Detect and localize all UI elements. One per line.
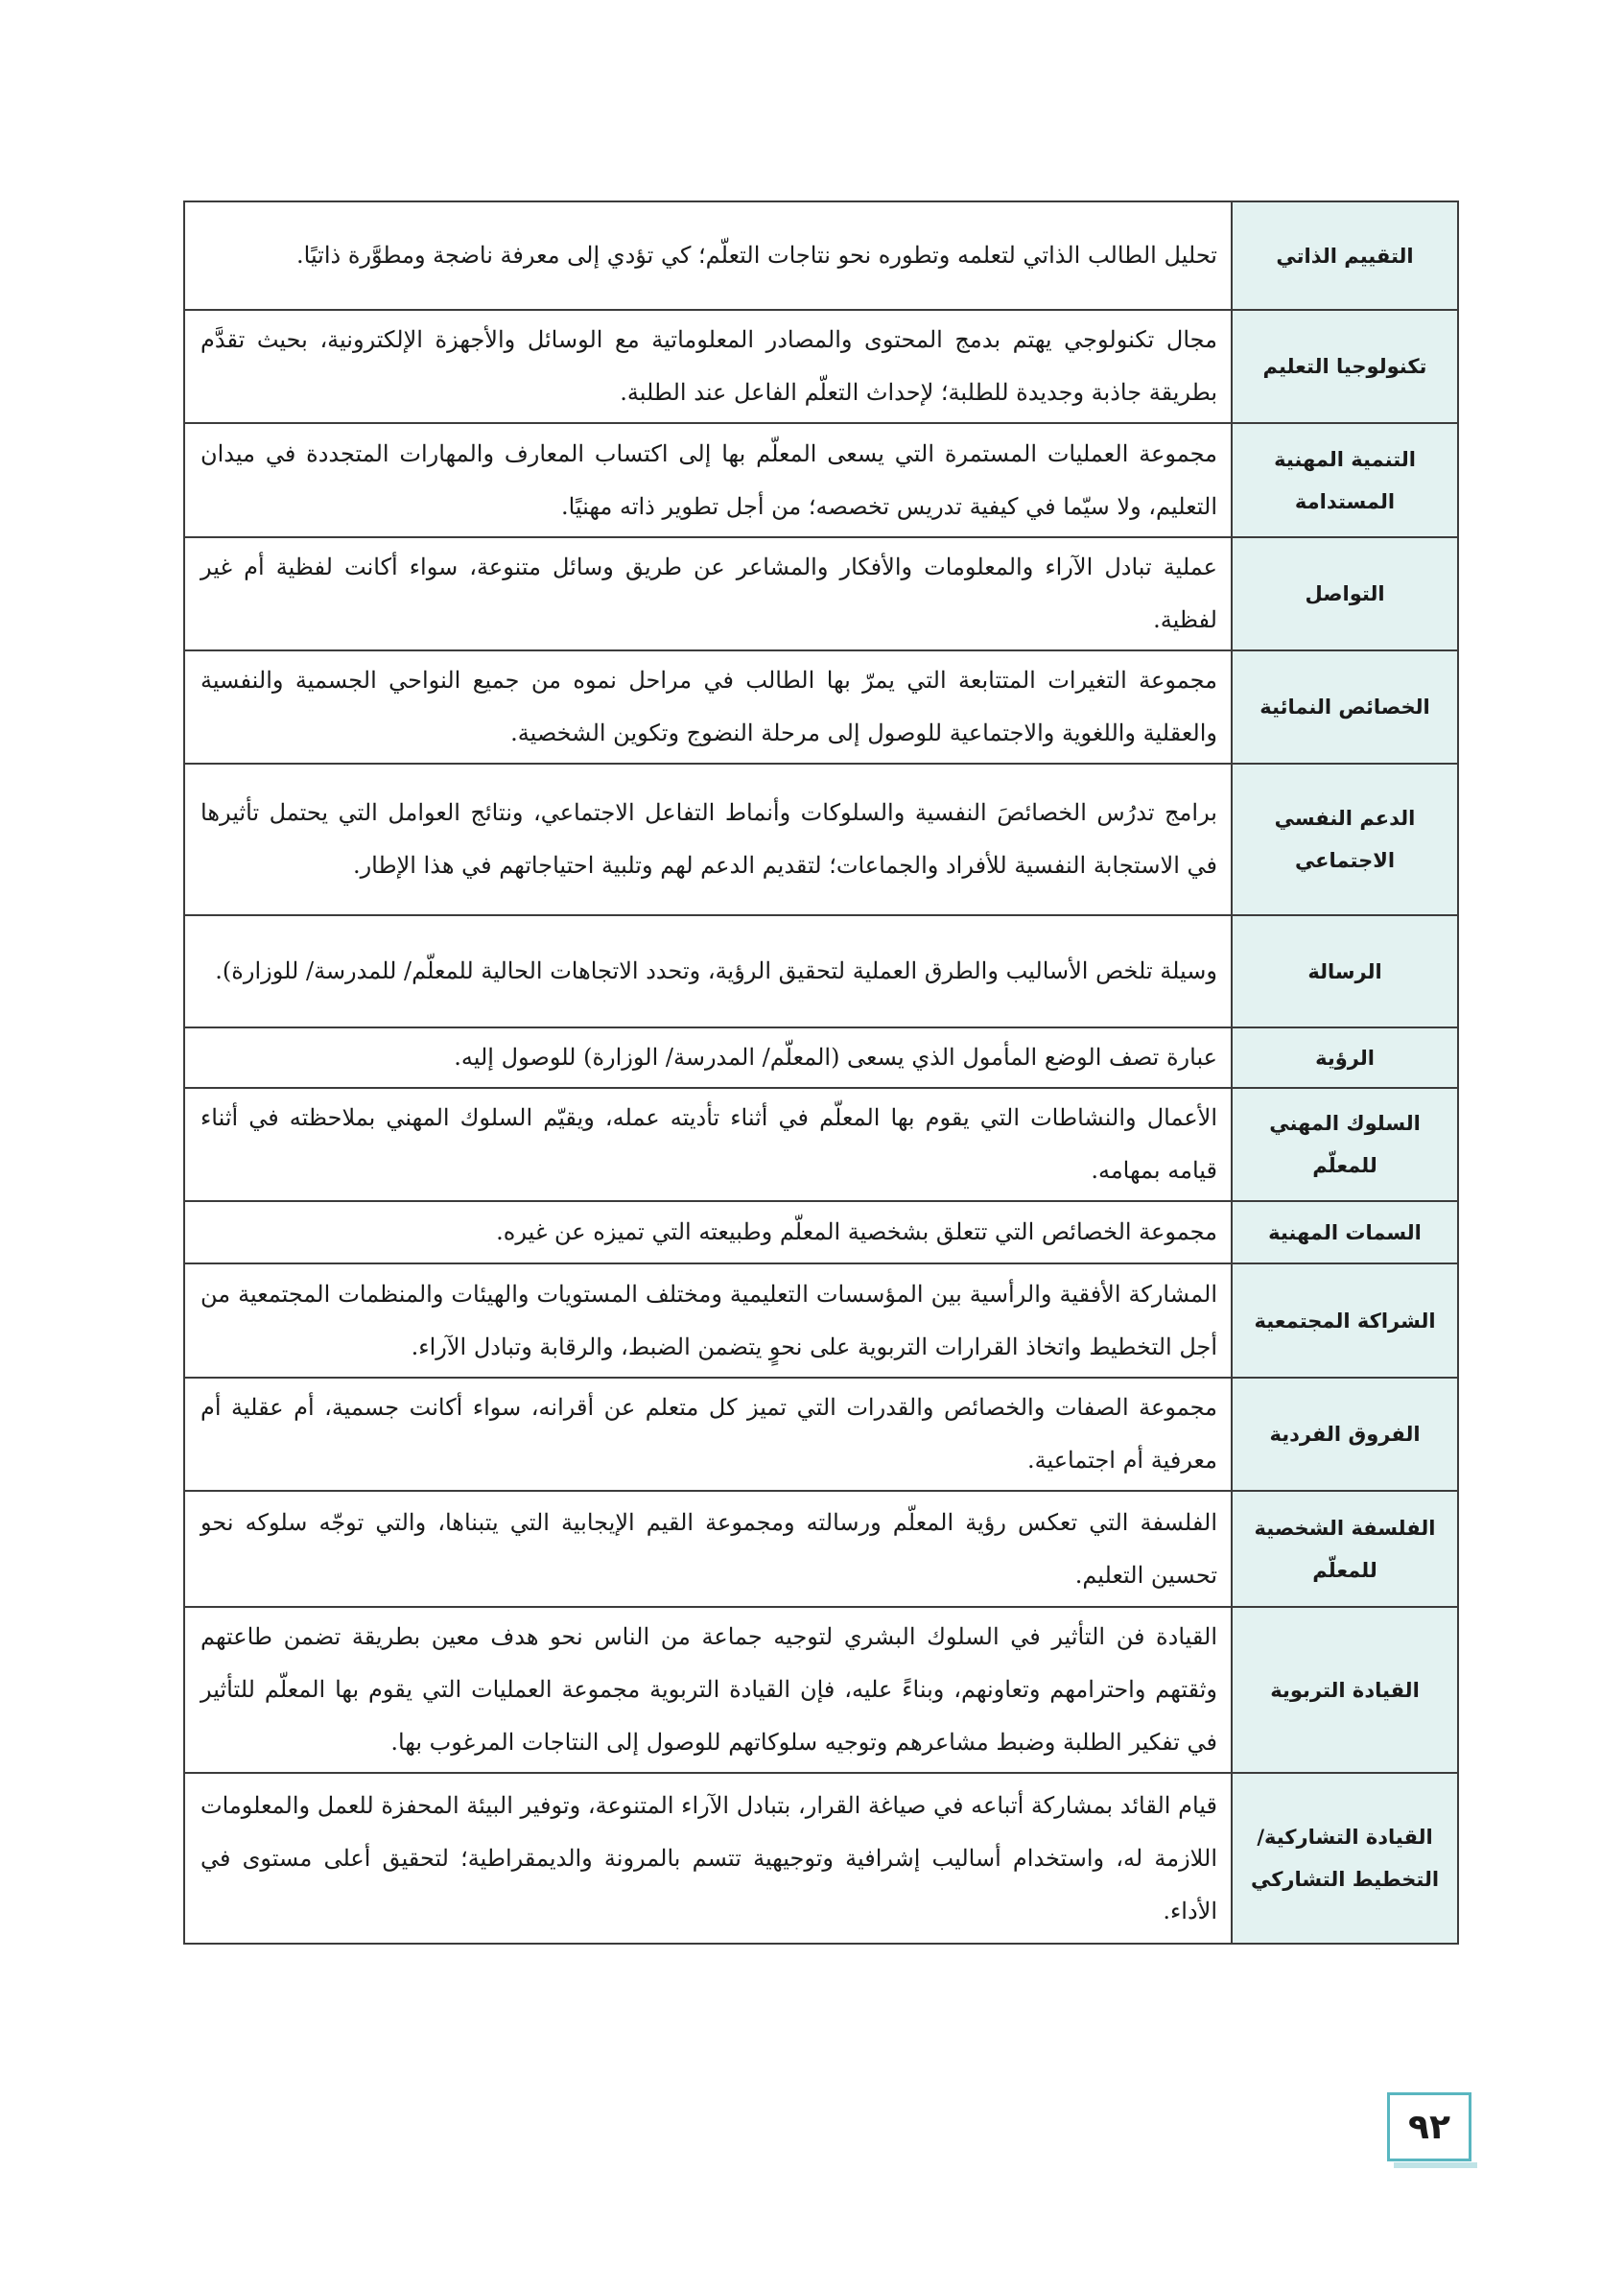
term-cell: الفروق الفردية <box>1232 1378 1458 1491</box>
term-cell: التقييم الذاتي <box>1232 201 1458 310</box>
page-number-box <box>1387 2092 1471 2161</box>
table-row <box>184 1491 1458 1607</box>
term-cell: الرسالة <box>1232 915 1458 1027</box>
definition-cell: المشاركة الأفقية والرأسية بين المؤسسات التعليمية ومختلف المستويات والهيئات والمنظمات المجتمعية من أجل التخطيط واتخاذ القرارات التربوية على نحوٍ يتضمن الضبط، والرقابة وتبادل الآراء. <box>184 1263 1232 1378</box>
definition-cell: مجموعة الخصائص التي تتعلق بشخصية المعلّم وطبيعته التي تميزه عن غيره. <box>184 1201 1232 1263</box>
term-cell: السمات المهنية <box>1232 1201 1458 1263</box>
definition-cell: مجموعة الصفات والخصائص والقدرات التي تميز كل متعلم عن أقرانه، سواء أكانت جسمية، أم عقلية أم معرفية أم اجتماعية. <box>184 1378 1232 1491</box>
table-row <box>184 1773 1458 1944</box>
term-cell: تكنولوجيا التعليم <box>1232 310 1458 423</box>
term-cell: التواصل <box>1232 537 1458 650</box>
term-cell: القيادة التربوية <box>1232 1607 1458 1773</box>
term-cell: الفلسفة الشخصية للمعلّم <box>1232 1491 1458 1607</box>
table-row <box>184 1263 1458 1378</box>
term-cell: التنمية المهنية المستدامة <box>1232 423 1458 537</box>
table-row <box>184 1607 1458 1773</box>
definition-cell: مجال تكنولوجي يهتم بدمج المحتوى والمصادر المعلوماتية مع الوسائل والأجهزة الإلكترونية، بحيث تقدَّم بطريقة جاذبة وجديدة للطلبة؛ لإحداث التعلّم الفاعل عند الطلبة. <box>184 310 1232 423</box>
definition-cell: مجموعة العمليات المستمرة التي يسعى المعلّم بها إلى اكتساب المعارف والمهارات المتجددة في ميدان التعليم، ولا سيّما في كيفية تدريس تخصصه؛ من أجل تطوير ذاته مهنيًا. <box>184 423 1232 537</box>
term-cell: الشراكة المجتمعية <box>1232 1263 1458 1378</box>
term-cell: الدعم النفسي الاجتماعي <box>1232 764 1458 915</box>
table-row <box>184 1088 1458 1201</box>
definition-cell: تحليل الطالب الذاتي لتعلمه وتطوره نحو نتاجات التعلّم؛ كي تؤدي إلى معرفة ناضجة ومطوَّرة ذاتيًا. <box>184 201 1232 310</box>
table-row <box>184 650 1458 764</box>
term-cell: الرؤية <box>1232 1027 1458 1088</box>
term-cell: السلوك المهني للمعلّم <box>1232 1088 1458 1201</box>
definition-cell: قيام القائد بمشاركة أتباعه في صياغة القرار، بتبادل الآراء المتنوعة، وتوفير البيئة المحفزة للعمل والمعلومات اللازمة له، واستخدام أساليب إشرافية وتوجيهية تتسم بالمرونة والديمقراطية؛ لتحقيق أعلى مستوى في الأداء. <box>184 1773 1232 1944</box>
table-row <box>184 423 1458 537</box>
table-row <box>184 1378 1458 1491</box>
definition-cell: برامج تدرُس الخصائصَ النفسية والسلوكات وأنماط التفاعل الاجتماعي، ونتائج العوامل التي يحتمل تأثيرها في الاستجابة النفسية للأفراد والجماعات؛ لتقديم الدعم لهم وتلبية احتياجاتهم في هذا الإطار. <box>184 764 1232 915</box>
term-cell: القيادة التشاركية/ التخطيط التشاركي <box>1232 1773 1458 1944</box>
definition-cell: القيادة فن التأثير في السلوك البشري لتوجيه جماعة من الناس نحو هدف معين بطريقة تضمن طاعتهم وثقتهم واحترامهم وتعاونهم، وبناءً عليه، فإن القيادة التربوية مجموعة العمليات التي يقوم بها المعلّم للتأثير في تفكير الطلبة وضبط مشاعرهم وتوجيه سلوكاتهم للوصول إلى النتاجات المرغوب بها. <box>184 1607 1232 1773</box>
definition-cell: الأعمال والنشاطات التي يقوم بها المعلّم في أثناء تأديته عمله، ويقيّم السلوك المهني بملاحظته في أثناء قيامه بمهامه. <box>184 1088 1232 1201</box>
definition-cell: مجموعة التغيرات المتتابعة التي يمرّ بها الطالب في مراحل نموه من جميع النواحي الجسمية والنفسية والعقلية واللغوية والاجتماعية للوصول إلى مرحلة النضوج وتكوين الشخصية. <box>184 650 1232 764</box>
definition-cell: وسيلة تلخص الأساليب والطرق العملية لتحقيق الرؤية، وتحدد الاتجاهات الحالية للمعلّم/ للمدرسة/ للوزارة). <box>184 915 1232 1027</box>
term-cell: الخصائص النمائية <box>1232 650 1458 764</box>
table-row <box>184 537 1458 650</box>
page-number: ٩٢ <box>1408 2107 1450 2147</box>
table-row <box>184 201 1458 310</box>
table-row <box>184 1027 1458 1088</box>
table-row <box>184 764 1458 915</box>
table-row <box>184 915 1458 1027</box>
glossary-table <box>183 201 1459 1945</box>
definition-cell: عبارة تصف الوضع المأمول الذي يسعى (المعلّم/ المدرسة/ الوزارة) للوصول إليه. <box>184 1027 1232 1088</box>
definition-cell: الفلسفة التي تعكس رؤية المعلّم ورسالته ومجموعة القيم الإيجابية التي يتبناها، والتي توجّه سلوكه نحو تحسين التعليم. <box>184 1491 1232 1607</box>
table-row <box>184 1201 1458 1263</box>
table-row <box>184 310 1458 423</box>
definition-cell: عملية تبادل الآراء والمعلومات والأفكار والمشاعر عن طريق وسائل متنوعة، سواء أكانت لفظية أم غير لفظية. <box>184 537 1232 650</box>
